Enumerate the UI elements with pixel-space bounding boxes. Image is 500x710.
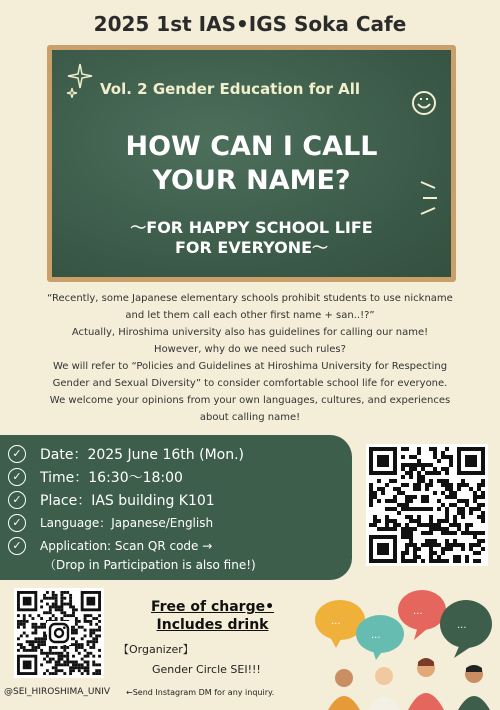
volume-label: Vol. 2 Gender Education for All bbox=[100, 80, 361, 98]
application-text: Application: Scan QR code → bbox=[40, 538, 213, 553]
svg-text:...: ... bbox=[413, 606, 423, 617]
check-icon: ✓ bbox=[8, 468, 26, 486]
check-icon: ✓ bbox=[8, 491, 26, 509]
check-icon: ✓ bbox=[8, 537, 26, 555]
info-time bbox=[8, 465, 352, 488]
place-text: Place：IAS building K101 bbox=[40, 492, 215, 509]
info-application bbox=[8, 534, 352, 557]
description bbox=[18, 290, 482, 426]
svg-text:...: ... bbox=[457, 620, 467, 631]
description-line: We will refer to “Policies and Guidelines at Hiroshima University for Respecting bbox=[52, 361, 448, 372]
free-line-2: Includes drink bbox=[156, 617, 269, 633]
smiley-icon bbox=[411, 90, 437, 116]
description-line: Actually, Hiroshima university also has guidelines for calling our name! bbox=[71, 327, 429, 338]
time-text: Time：16:30〜18:00 bbox=[40, 469, 183, 486]
dm-note: ←Send Instagram DM for any inquiry. bbox=[126, 688, 275, 697]
subtitle-line-1: 〜FOR HAPPY SCHOOL LIFE bbox=[130, 218, 373, 237]
headline bbox=[52, 130, 451, 198]
svg-text:...: ... bbox=[371, 630, 381, 641]
description-line: and let them call each other first name + san..!?” bbox=[125, 310, 375, 321]
headline-line-2: YOUR NAME? bbox=[152, 165, 351, 196]
info-place bbox=[8, 488, 352, 511]
description-line: Gender and Sexual Diversity” to consider comfortable school life for everyone. bbox=[52, 378, 448, 389]
subtitle bbox=[52, 218, 451, 258]
description-line: However, why do we need such rules? bbox=[154, 344, 346, 355]
people-chatting-illustration bbox=[314, 590, 500, 710]
application-qr-code[interactable] bbox=[366, 444, 488, 566]
svg-text:...: ... bbox=[331, 616, 341, 627]
free-line-1: Free of charge• bbox=[150, 599, 275, 615]
date-text: Date：2025 June 16th (Mon.) bbox=[40, 446, 244, 463]
description-line: We welcome your opinions from your own languages, cultures, and experiences bbox=[49, 395, 451, 406]
instagram-qr-code[interactable] bbox=[14, 588, 104, 678]
sparkle-icon bbox=[64, 62, 96, 98]
subtitle-line-2: FOR EVERYONE〜 bbox=[174, 238, 329, 257]
description-line: about calling name! bbox=[199, 412, 301, 423]
drop-in-note: （Drop in Participation is also fine!) bbox=[44, 558, 256, 572]
language-text: Language：Japanese/English bbox=[40, 516, 214, 530]
event-title: 2025 1st IAS•IGS Soka Cafe bbox=[93, 12, 407, 36]
instagram-icon bbox=[47, 621, 71, 645]
check-icon: ✓ bbox=[8, 514, 26, 532]
description-line: “Recently, some Japanese elementary schools prohibit students to use nickname bbox=[47, 293, 453, 304]
event-info-panel bbox=[0, 435, 352, 580]
chalkboard bbox=[47, 45, 456, 282]
instagram-handle: @SEI_HIROSHIMA_UNIV bbox=[4, 687, 111, 697]
chalkboard-surface bbox=[52, 50, 451, 277]
free-of-charge bbox=[140, 598, 285, 634]
check-icon: ✓ bbox=[8, 445, 26, 463]
sparkle-lines-icon bbox=[419, 180, 439, 220]
headline-line-1: HOW CAN I CALL bbox=[125, 131, 378, 162]
organizer-name: Gender Circle SEI!!! bbox=[152, 663, 261, 676]
info-language bbox=[8, 511, 352, 534]
organizer-label: 【Organizer】 bbox=[118, 643, 194, 656]
info-date bbox=[8, 442, 352, 465]
